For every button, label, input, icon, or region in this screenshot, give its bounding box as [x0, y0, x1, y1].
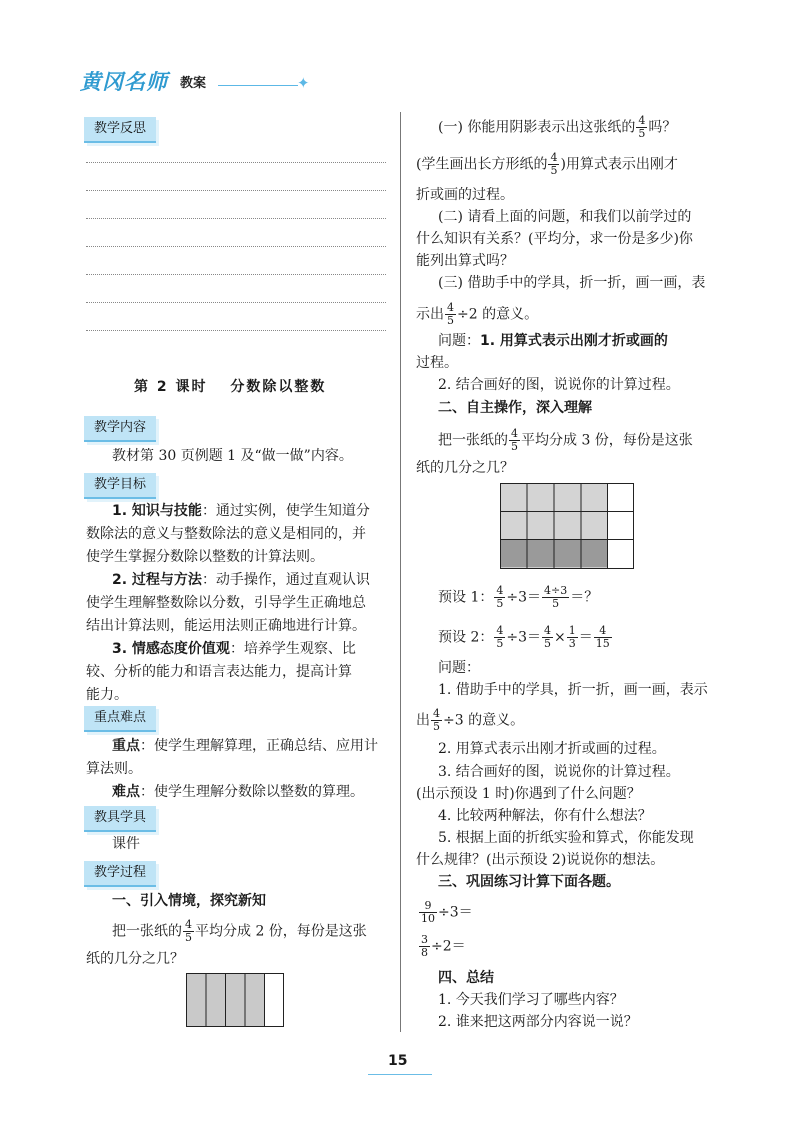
section-2-question: 纸的几分之几？ [416, 460, 514, 476]
goals-tag: 教学目标 [84, 473, 156, 499]
question-heading: 问题： [438, 660, 480, 676]
goal-1-line: 数除法的意义与整数除法的意义是相同的，并 [86, 526, 366, 542]
note-line [86, 274, 386, 275]
question-line: 4. 比较两种解法，你有什么想法？ [438, 808, 652, 824]
note-line [86, 246, 386, 247]
section-1-question: 把一张纸的 $\frac{4}{5}$ 平均分成 2 份，每份是这张 [112, 918, 367, 944]
question-line: 2. 用算式表示出刚才折或画的过程。 [438, 741, 666, 757]
preset-2: 预设 2： $\frac{4}{5}$ ÷3＝ $\frac{4}{5}$ × $\frac{1}{3}$ ＝ $\frac{4}{15}$ [438, 624, 610, 650]
question-line: 3. 结合画好的图，说说你的计算过程。 [438, 764, 680, 780]
goal-3-line: 能力。 [86, 687, 128, 703]
content-tag: 教学内容 [84, 416, 156, 442]
key-tag: 重点难点 [84, 706, 156, 732]
process-tag: 教学过程 [84, 861, 156, 887]
content-text: 教材第 30 页例题 1 及“做一做”内容。 [112, 448, 353, 464]
question-line: 过程。 [416, 355, 458, 371]
right-line: (二) 请看上面的问题，和我们以前学过的 [438, 209, 692, 225]
brand-logo: 黄冈名师 [80, 70, 168, 94]
page-number: 15 [388, 1053, 408, 1069]
difficulty-point: 难点：使学生理解分数除以整数的算理。 [112, 784, 364, 800]
star-icon: ✦ [297, 74, 310, 92]
note-line [86, 218, 386, 219]
goal-1-line: 1. 知识与技能：通过实例，使学生知道分 [112, 503, 370, 519]
key-point: 算法则。 [86, 761, 142, 777]
exercise-2: $\frac{3}{8}$ ÷2＝ [421, 933, 466, 959]
question-line: 问题：1. 用算式表示出刚才折或画的 [438, 333, 668, 349]
right-line: (一) 你能用阴影表示出这张纸的 $\frac{4}{5}$ 吗？ [438, 114, 677, 140]
goal-3-label: 3. 情感态度价值观 [112, 641, 230, 657]
right-line: 折或画的过程。 [416, 187, 514, 203]
tools-text: 课件 [112, 836, 140, 852]
paper-diagram-fifths [186, 973, 284, 1027]
goal-3-line: 3. 情感态度价值观：培养学生观察、比 [112, 641, 356, 657]
question-line: 什么规律？(出示预设 2)说说你的想法。 [416, 852, 665, 868]
note-line [86, 190, 386, 191]
paper-diagram-grid [500, 483, 634, 569]
unshaded-region [265, 974, 284, 1027]
goal-1-line: 使学生掌握分数除以整数的计算法则。 [86, 549, 324, 565]
key-point: 重点：使学生理解算理，正确总结、应用计 [112, 738, 378, 754]
right-line: 能列出算式吗？ [416, 253, 514, 269]
note-line [86, 330, 386, 331]
right-line: 什么知识有关系？(平均分，求一份是多少)你 [416, 231, 693, 247]
goal-3-line: 较、分析的能力和语言表达能力，提高计算 [86, 664, 352, 680]
question-line: 2. 结合画好的图，说说你的计算过程。 [438, 377, 680, 393]
tools-tag: 教具学具 [84, 806, 156, 832]
summary-line: 2. 谁来把这两部分内容说一说？ [438, 1014, 638, 1030]
question-line: 5. 根据上面的折纸实验和算式，你能发现 [438, 830, 694, 846]
reflection-tag: 教学反思 [84, 117, 156, 143]
lesson-title: 第 2 课时 分数除以整数 [134, 379, 327, 395]
section-4-title: 四、总结 [438, 970, 494, 986]
column-divider [400, 112, 401, 1032]
right-line: 示出 $\frac{4}{5}$ ÷2 的意义。 [416, 301, 539, 327]
note-line [86, 302, 386, 303]
preset-1: 预设 1： $\frac{4}{5}$ ÷3＝ $\frac{4\div 3}{5}$ ＝？ [438, 584, 599, 610]
section-2-title: 二、自主操作，深入理解 [438, 400, 592, 416]
section-2-question: 把一张纸的 $\frac{4}{5}$ 平均分成 3 份，每份是这张 [438, 427, 693, 453]
question-line: 出 $\frac{4}{5}$ ÷3 的意义。 [416, 707, 525, 733]
goal-2-label: 2. 过程与方法 [112, 572, 202, 588]
brand-subtitle: 教案 [180, 76, 207, 91]
right-line: (三) 借助手中的学具，折一折，画一画，表 [438, 275, 706, 291]
section-3-title: 三、巩固练习计算下面各题。 [438, 874, 620, 890]
fraction: $\frac{4}{5}$ [185, 918, 192, 944]
page-number-underline [368, 1074, 432, 1075]
goal-2-line: 使学生理解整数除以分数，引导学生正确地总 [86, 595, 366, 611]
goal-2-line: 2. 过程与方法：动手操作，通过直观认识 [112, 572, 370, 588]
header-rule [218, 85, 298, 86]
exercise-1: $\frac{9}{10}$ ÷3＝ [421, 899, 473, 925]
question-line: (出示预设 1 时)你遇到了什么问题？ [416, 786, 641, 802]
goal-1-label: 1. 知识与技能 [112, 503, 202, 519]
question-line: 1. 借助手中的学具，折一折，画一画，表示 [438, 682, 708, 698]
note-line [86, 162, 386, 163]
section-1-title: 一、引入情境，探究新知 [112, 893, 266, 909]
right-line: (学生画出长方形纸的 $\frac{4}{5}$ )用算式表示出刚才 [416, 151, 678, 177]
section-1-question: 纸的几分之几？ [86, 951, 184, 967]
summary-line: 1. 今天我们学习了哪些内容？ [438, 992, 624, 1008]
goal-2-line: 结出计算法则，能运用法则正确地进行计算。 [86, 618, 366, 634]
